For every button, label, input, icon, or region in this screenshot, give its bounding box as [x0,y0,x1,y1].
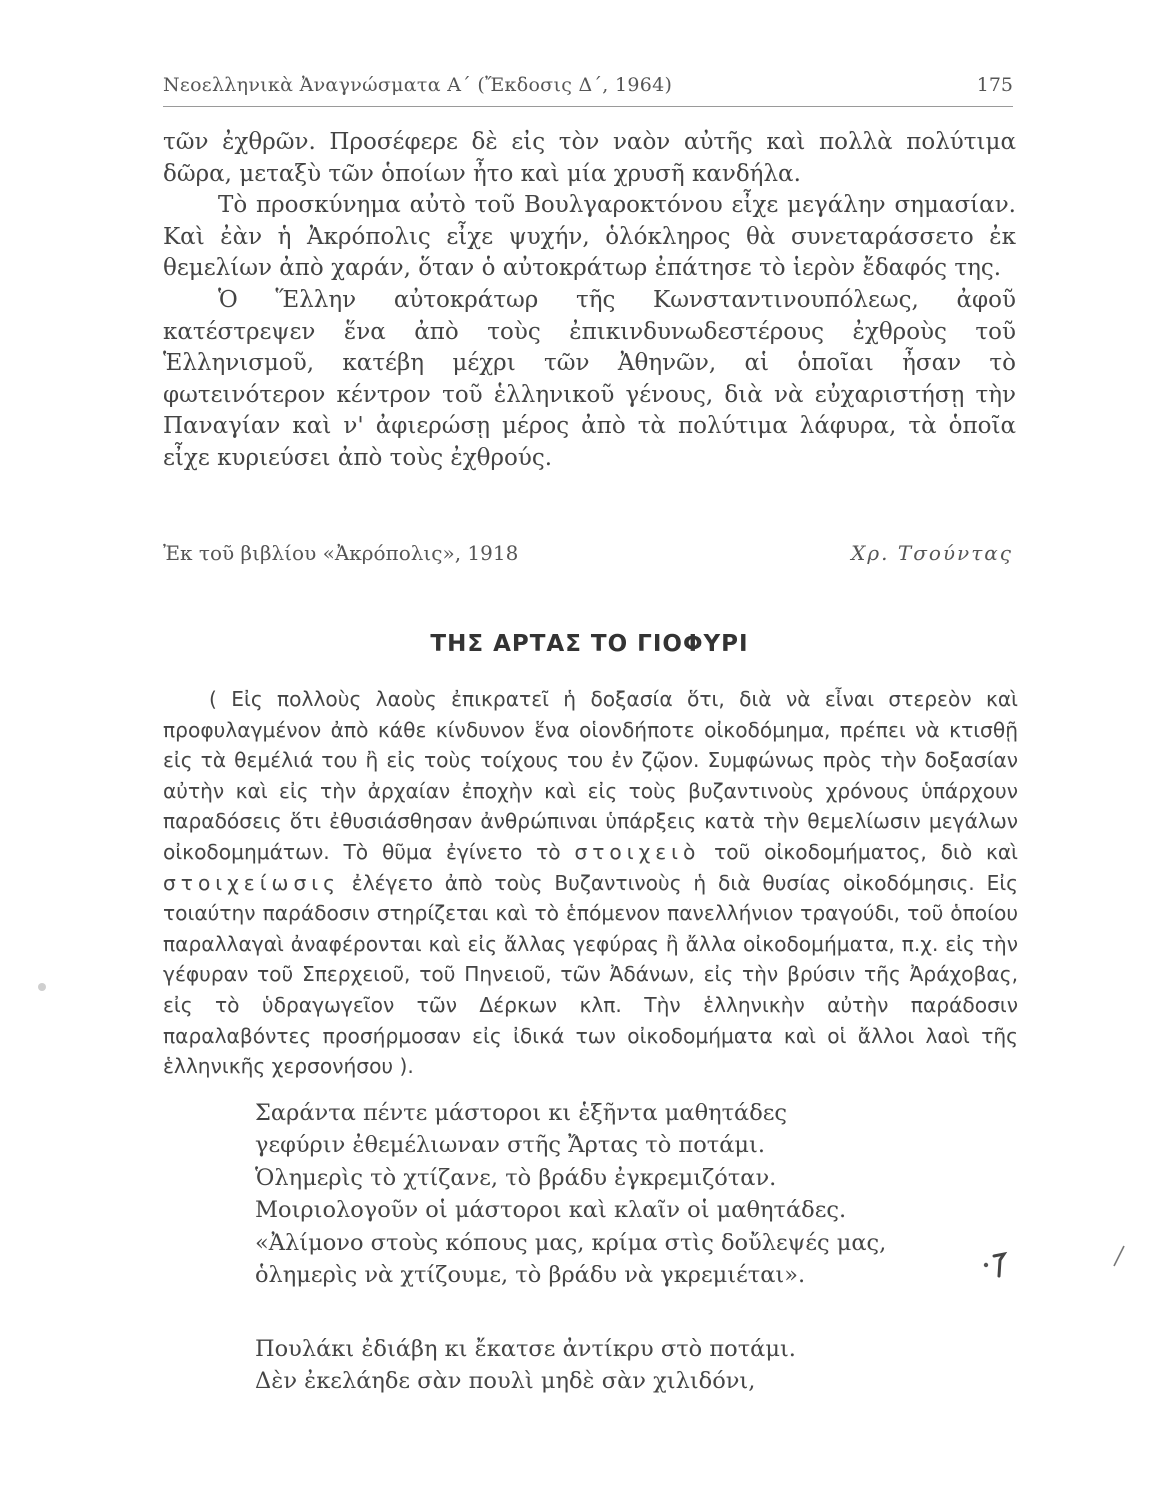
poem-line: Ὁλημερὶς τὸ χτίζανε, τὸ βράδυ ἐγκρεμιζόταν. [255,1164,777,1191]
intro-text: τοῦ οἰκοδομήματος, διὸ καὶ [714,839,1019,864]
source-book: Ἐκ τοῦ βιβλίου «Ἀκρόπολις», 1918 [163,541,519,565]
poem-line: Μοιριολογοῦν οἱ μάστοροι καὶ κλαῖν οἱ μαθητάδες. [255,1197,847,1224]
section-title: ΤΗΣ ΑΡΤΑΣ ΤΟ ΓΙΟΦΥΡΙ [430,631,749,657]
paragraph-continued: τῶν ἐχθρῶν. Προσέφερε δὲ εἰς τὸν ναὸν αὐτῆς καὶ πολλὰ πολύτιμα δῶρα, μεταξὺ τῶν ὁποίων ἦτο καὶ μία χρυσῆ κανδήλα. [163,129,1016,187]
paragraph: Ὁ Ἕλλην αὐτοκράτωρ τῆς Κωνσταντινουπόλεως, ἀφοῦ κατέστρεψεν ἕνα ἀπὸ τοὺς ἐπικινδυνωδεστέρους ἐχθροὺς τοῦ Ἑλληνισμοῦ, κατέβη μέχρι τῶν Ἀθηνῶν, αἱ ὁποῖαι ἦσαν τὸ φωτεινότερον κέντρον τοῦ ἑλληνικοῦ γένους, διὰ νὰ εὐχαριστήσῃ τὴν Παναγίαν καὶ ν' ἀφιερώσῃ μέρος ἀπὸ τὰ πολύτιμα λάφυρα, τὰ ὁποῖα εἶχε κυριεύσει ἀπὸ τοὺς ἐχθρούς. [163,286,1016,471]
poem-line: «Ἀλίμονο στοὺς κόπους μας, κρίμα στὶς δοὔλεψές μας, [255,1229,887,1256]
scan-speck-mark [980,1250,1040,1290]
intro-note [163,684,1018,1082]
intro-text: ἐλέγετο ἀπὸ τοὺς Βυζαντινοὺς ἡ διὰ θυσίας οἰκοδόμησις. Εἰς τοιαύτην παράδοσιν στηρίζεται καὶ τὸ ἑπόμενον πανελλήνιον τραγούδι, τοῦ ὁποίου παραλλαγαὶ ἀναφέρονται καὶ εἰς ἄλλας γεφύρας ἢ ἄλλα οἰκοδομήματα, π.χ. εἰς τὴν γέφυραν τοῦ Σπερχειοῦ, τοῦ Πηνειοῦ, τῶν Ἀδάνων, εἰς τὴν βρύσιν τῆς Ἀράχοβας, εἰς τὸ ὑδραγωγεῖον τῶν Δέρκων κλπ. Τὴν ἑλληνικὴν αὐτὴν παράδοσιν παραλαβόντες προσήρμοσαν εἰς ἰδικά των οἰκοδομήματα καὶ οἱ ἄλλοι λαοὶ τῆς ἑλληνικῆς χερσονήσου ). [163,870,1019,1079]
term-stoicheiosis: στοιχείωσις [163,870,340,895]
poem-line: ὁλημερὶς νὰ χτίζουμε, τὸ βράδυ νὰ γκρεμιέται». [255,1262,806,1289]
scan-speck-dot [35,980,49,994]
poem-stanza-1 [255,1097,886,1291]
running-header [163,70,1013,107]
intro-paragraph [163,684,1018,1082]
poem-stanza-2 [255,1333,796,1398]
intro-text: ( Εἰς πολλοὺς λαοὺς ἐπικρατεῖ ἡ δοξασία ὅτι, διὰ νὰ εἶναι στερεὸν καὶ προφυλαγμένον ἀπὸ κάθε κίνδυνον ἕνα οἱονδήποτε οἰκοδόμημα, πρέπει νὰ κτισθῇ εἰς τὰ θεμέλιά του ἢ εἰς τοὺς τοίχους του ἐν ζῷον. Συμφώνως πρὸς τὴν δοξασίαν αὐτὴν καὶ εἰς τὴν ἀρχαίαν ἐποχὴν καὶ εἰς τοὺς βυζαντινοὺς χρόνους ὑπάρχουν παραδόσεις ὅτι ἐθυσιάσθησαν ἀνθρώπιναι ὑπάρξεις κατὰ τὴν θεμελίωσιν μεγάλων οἰκοδομημάτων. Τὸ θῦμα ἐγίνετο τὸ [163,687,1018,864]
poem-line: Σαράντα πέντε μάστοροι κι ἑξῆντα μαθητάδες [255,1100,788,1126]
source-author: Χρ. Τσούντας [851,541,1013,565]
poem-line: Δὲν ἐκελάηδε σὰν πουλὶ μηδὲ σὰν χιλιδόνι, [255,1368,756,1395]
scan-speck-mark [1110,1240,1130,1270]
page-number: 175 [976,74,1013,96]
source-citation [163,541,1013,571]
poem-line: Πουλάκι ἐδιάβη κι ἔκατσε ἀντίκρυ στὸ ποτάμι. [255,1336,796,1362]
top-passage [163,127,1016,475]
book-title: Νεοελληνικὰ Ἀναγνώσματα Α΄ (Ἔκδοσις Δ΄, 1964) [163,74,673,96]
term-stoicheio: στοιχειὸ [574,839,701,864]
paragraph: Τὸ προσκύνημα αὐτὸ τοῦ Βουλγαροκτόνου εἶχε μεγάλην σημασίαν. Καὶ ἐὰν ἡ Ἀκρόπολις εἶχε ψυχήν, ὁλόκληρος θὰ συνεταράσσετο ἐκ θεμελίων ἀπὸ χαράν, ὅταν ὁ αὐτοκράτωρ ἐπάτησε τὸ ἱερὸν ἔδαφός της. [163,192,1016,282]
poem-line: γεφύριν ἐθεμέλιωναν στῆς Ἄρτας τὸ ποτάμι. [255,1132,765,1159]
